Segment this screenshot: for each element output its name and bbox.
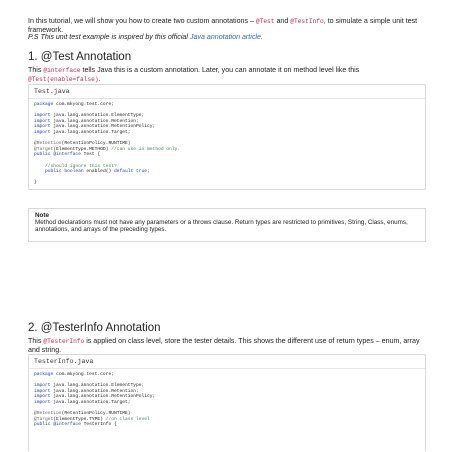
code-token: import: [34, 383, 51, 389]
code-token: public boolean: [45, 169, 84, 175]
inline-code-test-enable: @Test(enable=false): [28, 76, 99, 84]
section2-text: This: [28, 337, 44, 345]
code-token: import: [34, 113, 51, 119]
code-token: public: [34, 152, 54, 158]
code-token: (RetentionPolicy.RUNTIME): [61, 411, 131, 417]
code-block-test-java[interactable]: [28, 84, 426, 190]
ps-text: P.S This unit test example is inspired by this official: [28, 33, 190, 41]
code-token: public: [34, 422, 54, 428]
code-token: com.mkyong.test.core;: [53, 102, 114, 107]
code-block-testerinfo-java[interactable]: [28, 354, 426, 452]
inline-code-test: @Test: [255, 18, 275, 25]
intro-text: In this tutorial, we will show you how to create two custom annotations –: [28, 17, 256, 25]
code-token: import: [34, 124, 51, 130]
code-token: com.mkyong.test.core;: [53, 372, 114, 377]
ps-note: [28, 33, 263, 41]
code-token: import: [34, 118, 51, 124]
code-token: @interface: [53, 152, 81, 158]
code-token: import: [34, 388, 51, 394]
code-token: java.lang.annotation.Retention;: [50, 388, 139, 394]
section2-paragraph: [28, 337, 428, 355]
code-token: java.lang.annotation.Target;: [50, 129, 131, 135]
code-token: (ElementType.TYPE): [53, 416, 106, 422]
section1-text-end: .: [98, 75, 101, 84]
ps-text-end: .: [260, 33, 263, 41]
code-token: enabled(): [83, 169, 114, 175]
section2-text-end: is applied on class level, store the tester details. This shows the different use of return types – enum, array and string.: [28, 337, 420, 355]
code-token: @Target: [34, 146, 54, 152]
note-box: [28, 208, 426, 242]
code-token: @interface: [53, 422, 81, 428]
code-token: ;: [147, 169, 150, 175]
intro-text-and: and: [274, 17, 291, 25]
section1-text-mid: tells Java this is a custom annotation. Later, you can annotate it on method level like this: [80, 66, 360, 74]
code-token: import: [34, 394, 51, 400]
java-annotation-article-link[interactable]: Java annotation article: [189, 33, 261, 41]
code-token: java.lang.annotation.RetentionPolicy;: [50, 394, 156, 400]
code-body: [29, 369, 425, 431]
code-token: }: [34, 180, 37, 186]
code-token: java.lang.annotation.Retention;: [50, 118, 139, 124]
code-body: [29, 99, 425, 189]
code-token: //should ignore this test?: [45, 163, 117, 169]
inline-code-testinfo: @TestInfo: [290, 18, 324, 25]
code-line: [34, 180, 420, 186]
code-token: @Retention: [34, 141, 62, 147]
code-token: (RetentionPolicy.RUNTIME): [61, 141, 131, 147]
code-file-name: TesterInfo.java: [29, 355, 425, 369]
code-line: [34, 422, 420, 428]
code-token: //can use in method only.: [111, 146, 181, 152]
code-token: package: [34, 372, 54, 377]
code-token: [34, 169, 45, 174]
inline-code-testerinfo: @TesterInfo: [43, 338, 85, 345]
code-token: import: [34, 399, 51, 405]
code-token: TesterInfo {: [80, 422, 117, 428]
code-token: package: [34, 102, 54, 107]
code-token: java.lang.annotation.Target;: [50, 399, 131, 405]
code-token: (ElementType.METHOD): [53, 146, 112, 152]
section-heading-testerinfo: 2. @TesterInfo Annotation: [28, 322, 161, 334]
code-token: java.lang.annotation.RetentionPolicy;: [50, 124, 156, 130]
note-text: Method declarations must not have any parameters or a throws clause. Return types are restricted to primitives, String, Class, enums, annotations, and arrays of the preceding types.: [35, 219, 408, 234]
code-token: default true: [113, 169, 148, 175]
code-file-name: Test.java: [29, 85, 425, 99]
code-token: [34, 164, 45, 169]
inline-code-interface: @interface: [43, 67, 81, 74]
code-token: import: [34, 129, 51, 135]
note-title: Note: [35, 212, 49, 219]
section1-text: This: [28, 66, 44, 74]
section1-paragraph: [28, 66, 428, 85]
code-token: @Target: [34, 416, 54, 422]
code-token: java.lang.annotation.ElementType;: [50, 113, 145, 119]
section-heading-test: 1. @Test Annotation: [28, 51, 132, 63]
code-token: @Retention: [34, 411, 62, 417]
code-token: Test {: [80, 152, 101, 158]
code-token: //on class level: [105, 416, 150, 422]
intro-text-end: , to simulate a simple unit test framework.: [28, 17, 418, 35]
code-token: java.lang.annotation.ElementType;: [50, 383, 145, 389]
